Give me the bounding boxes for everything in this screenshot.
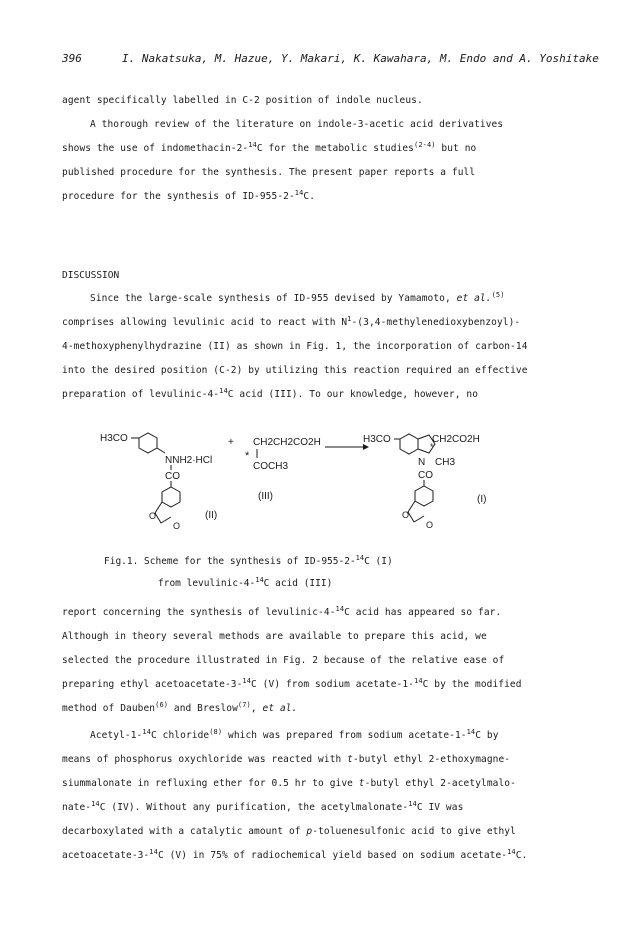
text-line: decarboxylated with a catalytic amount of p-toluenesulfonic acid to give ethyl (62, 826, 516, 837)
figure-caption: Fig.1. Scheme for the synthesis of ID-955-2-$^{14}$C (I) (104, 553, 393, 567)
svg-text:CO: CO (418, 470, 433, 481)
methoxy-label: H3CO (100, 433, 128, 444)
citation: (6) (155, 700, 169, 709)
svg-text:O: O (402, 510, 410, 520)
text-line: method of Dauben$^{(6)}$ and Breslow$^{(7)}$, et al. (62, 700, 298, 714)
reaction-scheme (95, 425, 525, 535)
label-star: * (245, 450, 250, 462)
compound-label-II: (II) (205, 510, 218, 521)
svg-text:N: N (418, 457, 426, 468)
citation: (2-4) (414, 140, 436, 149)
text-line: Although in theory several methods are available to prepare this acid, we (62, 631, 487, 642)
text-line: 4-methoxyphenylhydrazine (II) as shown in Fig. 1, the incorporation of carbon-14 (62, 341, 528, 352)
levulinic-chain-label: CH2CH2CO2H (253, 437, 321, 448)
text-line: A thorough review of the literature on indole-3-acetic acid derivatives (90, 119, 504, 130)
text-line: preparation of levulinic-4-$^{14}$C acid (III). To our knowledge, however, no (62, 386, 479, 400)
citation: (8) (209, 727, 223, 736)
citation: (7) (237, 700, 251, 709)
text-line: procedure for the synthesis of ID-955-2-$^{14}$C. (62, 188, 316, 202)
citation: (5) (491, 290, 505, 299)
text-line: acetoacetate-3-$^{14}$C (V) in 75% of radiochemical yield based on sodium acetate-$^{14}$C. (62, 847, 528, 861)
hydrazine-label: NNH2·HCl (165, 455, 213, 466)
text-line: selected the procedure illustrated in Fig. 2 because of the relative ease of (62, 655, 505, 666)
text-line: report concerning the synthesis of levulinic-4-$^{14}$C acid has appeared so far. (62, 604, 502, 618)
benzodioxole-ring (162, 487, 180, 507)
svg-text:O: O (149, 511, 157, 521)
text-line: siummalonate in refluxing ether for 0.5 hr to give t-butyl ethyl 2-acetylmalo- (62, 778, 516, 789)
text-line: nate-$^{14}$C (IV). Without any purification, the acetylmalonate-$^{14}$C IV was (62, 799, 464, 813)
text-line: preparing ethyl acetoacetate-3-$^{14}$C (V) from sodium acetate-1-$^{14}$C by the modified (62, 676, 522, 690)
compound-label-I: (I) (477, 494, 487, 505)
page-number: 396 (62, 52, 82, 65)
text-line: Acetyl-1-$^{14}$C chloride$^{(8)}$ which was prepared from sodium acetate-1-$^{14}$C by (90, 727, 499, 741)
text-line: comprises allowing levulinic acid to react with $N^1-(3,4-methylenedioxybenzoyl)-$ (62, 314, 521, 328)
author-list: I. Nakatsuka, M. Hazue, Y. Makari, K. Kawahara, M. Endo and A. Yoshitake (122, 52, 599, 65)
svg-text:*: * (430, 442, 434, 452)
indole-benzene-ring (400, 434, 418, 454)
svg-text:O: O (426, 520, 434, 530)
compound-label-III: (III) (258, 491, 273, 502)
text-line: published procedure for the synthesis. The present paper reports a full (62, 167, 476, 178)
text-line: Since the large-scale synthesis of ID-955 devised by Yamamoto, et al.$^{(5)}$ (90, 290, 505, 304)
acetyl-label: COCH3 (253, 461, 289, 472)
svg-text:CH2CO2H: CH2CO2H (432, 434, 480, 445)
text-line: into the desired position (C-2) by utilizing this reaction required an effective (62, 365, 528, 376)
carbonyl-label: CO (165, 471, 180, 482)
text-line: agent specifically labelled in C-2 position of indole nucleus. (62, 95, 423, 106)
section-heading: DISCUSSION (62, 270, 120, 281)
svg-text:CH3: CH3 (435, 457, 456, 468)
plus-sign: + (228, 437, 234, 448)
svg-text:O: O (173, 521, 181, 531)
text-line: means of phosphorus oxychloride was reacted with t-butyl ethyl 2-ethoxymagne- (62, 754, 511, 765)
benzene-ring (139, 433, 157, 453)
figure-caption-line2: from levulinic-4-$^{14}$C acid (III) (158, 575, 333, 589)
text-line: shows the use of indomethacin-2-$^{14}$C for the metabolic studies$^{(2-4)}$ but no (62, 140, 477, 154)
svg-text:H3CO: H3CO (363, 434, 391, 445)
